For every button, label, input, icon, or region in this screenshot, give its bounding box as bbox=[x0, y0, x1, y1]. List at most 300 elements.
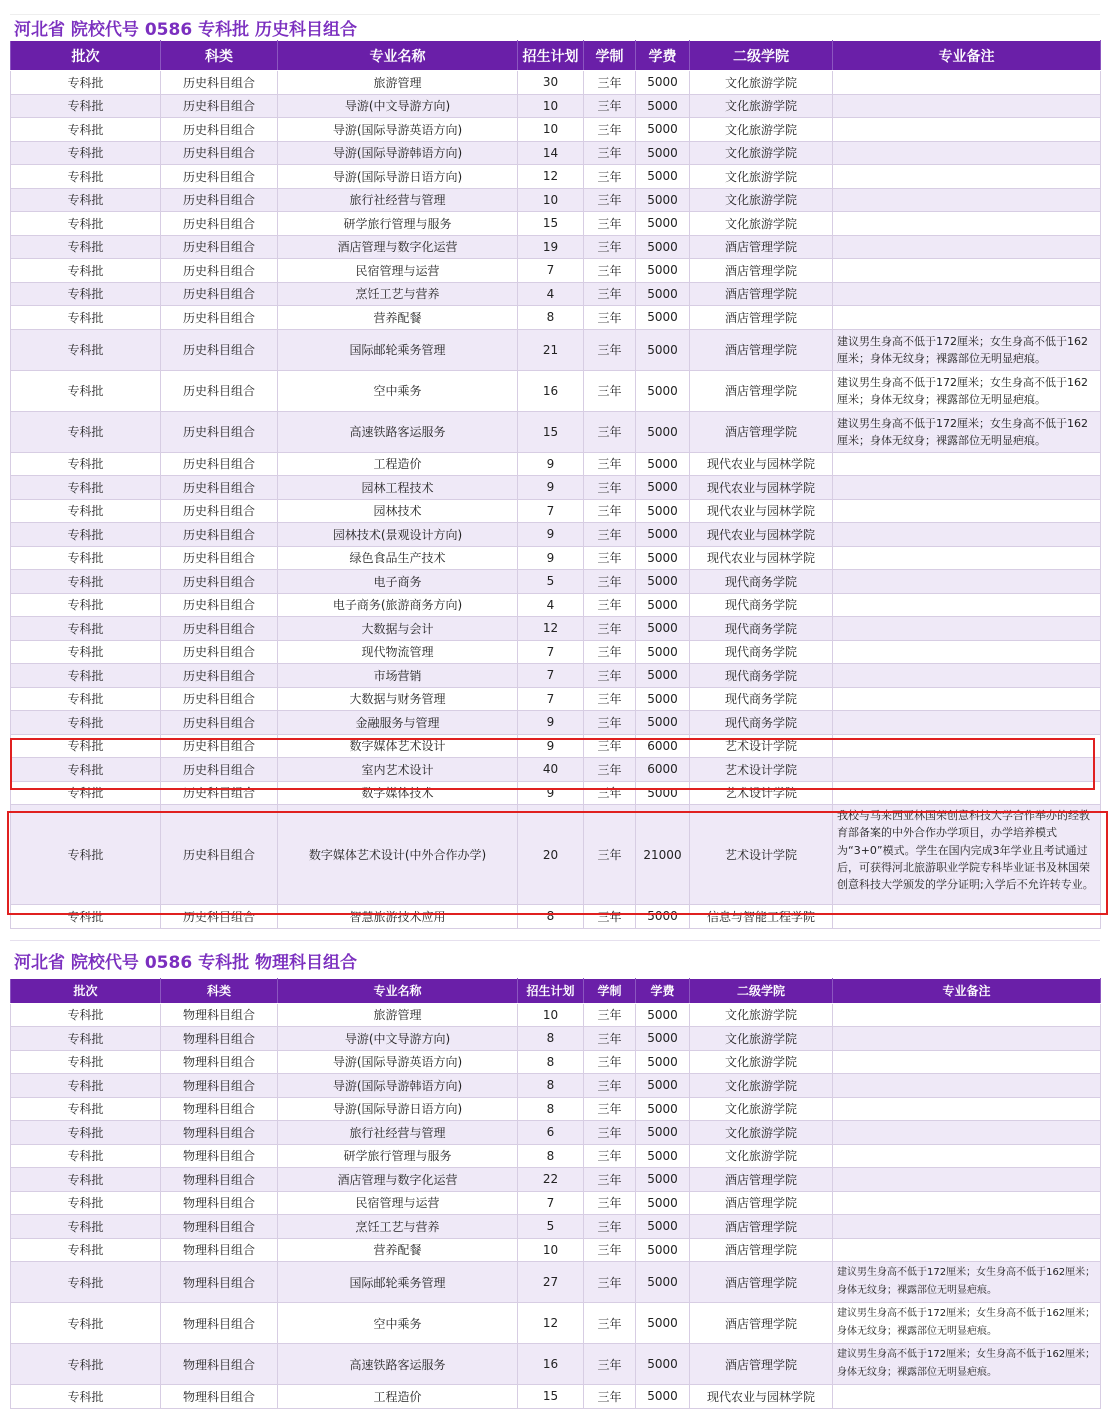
section-title-history: 河北省 院校代号 0586 专科批 历史科目组合 bbox=[14, 20, 357, 40]
table-header-row bbox=[11, 978, 1101, 1003]
cell-major: 数字媒体艺术设计(中外合作办学) bbox=[278, 805, 518, 905]
table-row bbox=[11, 1385, 1101, 1409]
cell-category: 历史科目组合 bbox=[161, 235, 278, 259]
cell-note bbox=[833, 306, 1101, 330]
cell-batch: 专科批 bbox=[11, 476, 161, 500]
cell-major: 室内艺术设计 bbox=[278, 758, 518, 782]
cell-major: 营养配餐 bbox=[278, 1238, 518, 1262]
cell-note bbox=[833, 1027, 1101, 1051]
cell-note bbox=[833, 94, 1101, 118]
table-row bbox=[11, 1003, 1101, 1027]
cell-batch: 专科批 bbox=[11, 212, 161, 236]
cell-duration: 三年 bbox=[584, 1238, 636, 1262]
table-row bbox=[11, 282, 1101, 306]
cell-college: 现代商务学院 bbox=[690, 617, 833, 641]
cell-plan: 9 bbox=[518, 452, 584, 476]
cell-note bbox=[833, 71, 1101, 95]
table-row bbox=[11, 411, 1101, 452]
cell-duration: 三年 bbox=[584, 329, 636, 370]
cell-tuition: 5000 bbox=[636, 1003, 690, 1027]
cell-category: 历史科目组合 bbox=[161, 476, 278, 500]
cell-category: 历史科目组合 bbox=[161, 411, 278, 452]
cell-duration: 三年 bbox=[584, 370, 636, 411]
cell-major: 金融服务与管理 bbox=[278, 711, 518, 735]
cell-batch: 专科批 bbox=[11, 664, 161, 688]
cell-category: 历史科目组合 bbox=[161, 71, 278, 95]
cell-plan: 7 bbox=[518, 259, 584, 283]
cell-major: 市场营销 bbox=[278, 664, 518, 688]
cell-plan: 15 bbox=[518, 1385, 584, 1409]
cell-category: 历史科目组合 bbox=[161, 664, 278, 688]
cell-batch: 专科批 bbox=[11, 523, 161, 547]
cell-category: 历史科目组合 bbox=[161, 370, 278, 411]
table-row bbox=[11, 758, 1101, 782]
table-row bbox=[11, 1344, 1101, 1385]
cell-major: 电子商务(旅游商务方向) bbox=[278, 593, 518, 617]
cell-plan: 16 bbox=[518, 1344, 584, 1385]
cell-college: 酒店管理学院 bbox=[690, 1238, 833, 1262]
cell-duration: 三年 bbox=[584, 1303, 636, 1344]
cell-major: 旅行社经营与管理 bbox=[278, 1121, 518, 1145]
cell-category: 历史科目组合 bbox=[161, 165, 278, 189]
cell-batch: 专科批 bbox=[11, 235, 161, 259]
cell-major: 国际邮轮乘务管理 bbox=[278, 1262, 518, 1303]
cell-major: 工程造价 bbox=[278, 1385, 518, 1409]
cell-major: 民宿管理与运营 bbox=[278, 1191, 518, 1215]
cell-batch: 专科批 bbox=[11, 711, 161, 735]
cell-college: 文化旅游学院 bbox=[690, 1097, 833, 1121]
table-row bbox=[11, 71, 1101, 95]
table-row bbox=[11, 370, 1101, 411]
cell-plan: 7 bbox=[518, 640, 584, 664]
table-row bbox=[11, 734, 1101, 758]
cell-note bbox=[833, 570, 1101, 594]
table-history bbox=[10, 40, 1101, 929]
table-row bbox=[11, 329, 1101, 370]
cell-plan: 8 bbox=[518, 1074, 584, 1098]
cell-major: 工程造价 bbox=[278, 452, 518, 476]
cell-college: 酒店管理学院 bbox=[690, 1168, 833, 1192]
cell-plan: 21 bbox=[518, 329, 584, 370]
cell-category: 历史科目组合 bbox=[161, 499, 278, 523]
cell-note: 建议男生身高不低于172厘米；女生身高不低于162厘米；身体无纹身；裸露部位无明显疤痕。 bbox=[833, 411, 1101, 452]
cell-plan: 8 bbox=[518, 1097, 584, 1121]
column-header: 二级学院 bbox=[690, 41, 833, 71]
cell-tuition: 5000 bbox=[636, 118, 690, 142]
cell-batch: 专科批 bbox=[11, 71, 161, 95]
cell-duration: 三年 bbox=[584, 664, 636, 688]
cell-tuition: 5000 bbox=[636, 1050, 690, 1074]
cell-batch: 专科批 bbox=[11, 1191, 161, 1215]
cell-note bbox=[833, 212, 1101, 236]
table-row bbox=[11, 94, 1101, 118]
cell-plan: 10 bbox=[518, 118, 584, 142]
cell-duration: 三年 bbox=[584, 1144, 636, 1168]
cell-college: 现代农业与园林学院 bbox=[690, 523, 833, 547]
column-header: 专业备注 bbox=[833, 978, 1101, 1003]
cell-note bbox=[833, 1074, 1101, 1098]
cell-plan: 12 bbox=[518, 1303, 584, 1344]
cell-major: 国际邮轮乘务管理 bbox=[278, 329, 518, 370]
cell-major: 导游(国际导游日语方向) bbox=[278, 1097, 518, 1121]
table-row bbox=[11, 476, 1101, 500]
cell-duration: 三年 bbox=[584, 1121, 636, 1145]
cell-tuition: 5000 bbox=[636, 570, 690, 594]
cell-note bbox=[833, 282, 1101, 306]
table-row bbox=[11, 1303, 1101, 1344]
column-header: 专业备注 bbox=[833, 41, 1101, 71]
cell-batch: 专科批 bbox=[11, 306, 161, 330]
cell-tuition: 5000 bbox=[636, 329, 690, 370]
cell-category: 物理科目组合 bbox=[161, 1003, 278, 1027]
cell-major: 高速铁路客运服务 bbox=[278, 411, 518, 452]
table-row bbox=[11, 593, 1101, 617]
table-row bbox=[11, 1168, 1101, 1192]
cell-college: 文化旅游学院 bbox=[690, 71, 833, 95]
cell-batch: 专科批 bbox=[11, 1303, 161, 1344]
cell-batch: 专科批 bbox=[11, 570, 161, 594]
cell-duration: 三年 bbox=[584, 476, 636, 500]
cell-note bbox=[833, 141, 1101, 165]
cell-plan: 15 bbox=[518, 411, 584, 452]
table-row bbox=[11, 1027, 1101, 1051]
cell-major: 烹饪工艺与营养 bbox=[278, 1215, 518, 1239]
cell-plan: 5 bbox=[518, 570, 584, 594]
cell-category: 物理科目组合 bbox=[161, 1262, 278, 1303]
table-row bbox=[11, 499, 1101, 523]
cell-tuition: 5000 bbox=[636, 711, 690, 735]
cell-batch: 专科批 bbox=[11, 1215, 161, 1239]
cell-tuition: 5000 bbox=[636, 1303, 690, 1344]
cell-batch: 专科批 bbox=[11, 165, 161, 189]
cell-note: 建议男生身高不低于172厘米；女生身高不低于162厘米；身体无纹身；裸露部位无明显疤痕。 bbox=[833, 1344, 1101, 1385]
cell-college: 文化旅游学院 bbox=[690, 1121, 833, 1145]
cell-batch: 专科批 bbox=[11, 282, 161, 306]
cell-college: 现代农业与园林学院 bbox=[690, 476, 833, 500]
cell-note bbox=[833, 593, 1101, 617]
cell-category: 物理科目组合 bbox=[161, 1344, 278, 1385]
cell-college: 文化旅游学院 bbox=[690, 141, 833, 165]
cell-category: 历史科目组合 bbox=[161, 212, 278, 236]
section-spacer bbox=[10, 929, 1100, 941]
cell-note bbox=[833, 452, 1101, 476]
cell-batch: 专科批 bbox=[11, 1262, 161, 1303]
cell-duration: 三年 bbox=[584, 617, 636, 641]
cell-batch: 专科批 bbox=[11, 370, 161, 411]
table-row bbox=[11, 546, 1101, 570]
cell-note: 我校与马来西亚林国荣创意科技大学合作举办的经教育部备案的中外合作办学项目，办学培养模式为“3+0”模式。学生在国内完成3年学业且考试通过后，可获得河北旅游职业学院专科毕业证书及林国荣创意科技大学颁发的学分证明;入学后不允许转专业。 bbox=[833, 805, 1101, 905]
cell-batch: 专科批 bbox=[11, 1344, 161, 1385]
cell-note bbox=[833, 188, 1101, 212]
cell-major: 数字媒体技术 bbox=[278, 781, 518, 805]
cell-category: 物理科目组合 bbox=[161, 1050, 278, 1074]
column-header: 科类 bbox=[161, 41, 278, 71]
cell-college: 现代商务学院 bbox=[690, 640, 833, 664]
cell-plan: 6 bbox=[518, 1121, 584, 1145]
cell-plan: 7 bbox=[518, 664, 584, 688]
cell-major: 高速铁路客运服务 bbox=[278, 1344, 518, 1385]
cell-note bbox=[833, 664, 1101, 688]
cell-batch: 专科批 bbox=[11, 1050, 161, 1074]
cell-tuition: 5000 bbox=[636, 1121, 690, 1145]
cell-note bbox=[833, 711, 1101, 735]
cell-plan: 12 bbox=[518, 165, 584, 189]
cell-batch: 专科批 bbox=[11, 1027, 161, 1051]
cell-note bbox=[833, 165, 1101, 189]
cell-tuition: 5000 bbox=[636, 617, 690, 641]
cell-duration: 三年 bbox=[584, 711, 636, 735]
cell-tuition: 5000 bbox=[636, 411, 690, 452]
cell-plan: 7 bbox=[518, 499, 584, 523]
cell-plan: 4 bbox=[518, 282, 584, 306]
cell-note bbox=[833, 259, 1101, 283]
table-row bbox=[11, 1097, 1101, 1121]
cell-major: 智慧旅游技术应用 bbox=[278, 905, 518, 929]
cell-major: 酒店管理与数字化运营 bbox=[278, 235, 518, 259]
cell-category: 历史科目组合 bbox=[161, 188, 278, 212]
cell-batch: 专科批 bbox=[11, 1074, 161, 1098]
cell-note bbox=[833, 1144, 1101, 1168]
cell-plan: 9 bbox=[518, 711, 584, 735]
cell-plan: 30 bbox=[518, 71, 584, 95]
cell-category: 历史科目组合 bbox=[161, 546, 278, 570]
cell-batch: 专科批 bbox=[11, 1385, 161, 1409]
cell-batch: 专科批 bbox=[11, 1097, 161, 1121]
cell-duration: 三年 bbox=[584, 259, 636, 283]
cell-duration: 三年 bbox=[584, 1050, 636, 1074]
cell-tuition: 5000 bbox=[636, 1262, 690, 1303]
cell-college: 文化旅游学院 bbox=[690, 1050, 833, 1074]
cell-category: 历史科目组合 bbox=[161, 711, 278, 735]
cell-major: 酒店管理与数字化运营 bbox=[278, 1168, 518, 1192]
cell-note bbox=[833, 499, 1101, 523]
cell-category: 历史科目组合 bbox=[161, 306, 278, 330]
table-row bbox=[11, 1074, 1101, 1098]
cell-category: 历史科目组合 bbox=[161, 452, 278, 476]
cell-college: 现代农业与园林学院 bbox=[690, 546, 833, 570]
cell-plan: 9 bbox=[518, 734, 584, 758]
cell-duration: 三年 bbox=[584, 593, 636, 617]
cell-plan: 8 bbox=[518, 1050, 584, 1074]
cell-major: 导游(国际导游韩语方向) bbox=[278, 141, 518, 165]
cell-category: 历史科目组合 bbox=[161, 781, 278, 805]
cell-batch: 专科批 bbox=[11, 499, 161, 523]
cell-note bbox=[833, 1191, 1101, 1215]
cell-major: 研学旅行管理与服务 bbox=[278, 212, 518, 236]
page bbox=[10, 0, 1100, 1409]
table-row bbox=[11, 188, 1101, 212]
cell-category: 物理科目组合 bbox=[161, 1191, 278, 1215]
cell-tuition: 5000 bbox=[636, 687, 690, 711]
cell-duration: 三年 bbox=[584, 1097, 636, 1121]
cell-category: 物理科目组合 bbox=[161, 1303, 278, 1344]
column-header: 学制 bbox=[584, 41, 636, 71]
cell-college: 酒店管理学院 bbox=[690, 370, 833, 411]
cell-duration: 三年 bbox=[584, 687, 636, 711]
cell-college: 现代商务学院 bbox=[690, 687, 833, 711]
cell-tuition: 21000 bbox=[636, 805, 690, 905]
cell-duration: 三年 bbox=[584, 640, 636, 664]
cell-category: 历史科目组合 bbox=[161, 523, 278, 547]
cell-note bbox=[833, 905, 1101, 929]
cell-tuition: 5000 bbox=[636, 306, 690, 330]
cell-tuition: 5000 bbox=[636, 370, 690, 411]
cell-batch: 专科批 bbox=[11, 141, 161, 165]
table-row bbox=[11, 617, 1101, 641]
cell-duration: 三年 bbox=[584, 188, 636, 212]
table-row bbox=[11, 805, 1101, 905]
cell-note: 建议男生身高不低于172厘米；女生身高不低于162厘米；身体无纹身；裸露部位无明显疤痕。 bbox=[833, 329, 1101, 370]
column-header: 招生计划 bbox=[518, 41, 584, 71]
cell-batch: 专科批 bbox=[11, 805, 161, 905]
cell-category: 物理科目组合 bbox=[161, 1385, 278, 1409]
cell-college: 文化旅游学院 bbox=[690, 94, 833, 118]
cell-major: 导游(国际导游英语方向) bbox=[278, 1050, 518, 1074]
cell-plan: 15 bbox=[518, 212, 584, 236]
cell-note bbox=[833, 1385, 1101, 1409]
table-row bbox=[11, 687, 1101, 711]
cell-tuition: 5000 bbox=[636, 1238, 690, 1262]
cell-note bbox=[833, 1215, 1101, 1239]
cell-duration: 三年 bbox=[584, 1003, 636, 1027]
cell-duration: 三年 bbox=[584, 1215, 636, 1239]
cell-college: 艺术设计学院 bbox=[690, 781, 833, 805]
cell-college: 酒店管理学院 bbox=[690, 1303, 833, 1344]
cell-duration: 三年 bbox=[584, 118, 636, 142]
table-row bbox=[11, 1050, 1101, 1074]
cell-tuition: 5000 bbox=[636, 781, 690, 805]
column-header: 学制 bbox=[584, 978, 636, 1003]
table-row bbox=[11, 1144, 1101, 1168]
cell-note bbox=[833, 1121, 1101, 1145]
cell-plan: 8 bbox=[518, 905, 584, 929]
cell-college: 现代农业与园林学院 bbox=[690, 1385, 833, 1409]
cell-note bbox=[833, 734, 1101, 758]
cell-category: 历史科目组合 bbox=[161, 94, 278, 118]
cell-note bbox=[833, 546, 1101, 570]
cell-note bbox=[833, 758, 1101, 782]
cell-major: 烹饪工艺与营养 bbox=[278, 282, 518, 306]
cell-college: 酒店管理学院 bbox=[690, 1215, 833, 1239]
cell-major: 导游(国际导游英语方向) bbox=[278, 118, 518, 142]
cell-college: 信息与智能工程学院 bbox=[690, 905, 833, 929]
cell-tuition: 5000 bbox=[636, 71, 690, 95]
column-header: 招生计划 bbox=[518, 978, 584, 1003]
cell-tuition: 5000 bbox=[636, 212, 690, 236]
cell-batch: 专科批 bbox=[11, 259, 161, 283]
cell-college: 艺术设计学院 bbox=[690, 758, 833, 782]
table-row bbox=[11, 452, 1101, 476]
cell-tuition: 5000 bbox=[636, 1144, 690, 1168]
cell-duration: 三年 bbox=[584, 1191, 636, 1215]
cell-major: 数字媒体艺术设计 bbox=[278, 734, 518, 758]
column-header: 科类 bbox=[161, 978, 278, 1003]
cell-category: 历史科目组合 bbox=[161, 593, 278, 617]
cell-duration: 三年 bbox=[584, 1344, 636, 1385]
cell-college: 文化旅游学院 bbox=[690, 212, 833, 236]
cell-plan: 9 bbox=[518, 476, 584, 500]
table-row bbox=[11, 259, 1101, 283]
cell-major: 大数据与财务管理 bbox=[278, 687, 518, 711]
cell-plan: 19 bbox=[518, 235, 584, 259]
cell-major: 园林技术(景观设计方向) bbox=[278, 523, 518, 547]
cell-duration: 三年 bbox=[584, 94, 636, 118]
cell-major: 大数据与会计 bbox=[278, 617, 518, 641]
cell-tuition: 5000 bbox=[636, 1168, 690, 1192]
table-row bbox=[11, 1262, 1101, 1303]
cell-tuition: 5000 bbox=[636, 259, 690, 283]
cell-plan: 7 bbox=[518, 1191, 584, 1215]
cell-tuition: 5000 bbox=[636, 1074, 690, 1098]
cell-batch: 专科批 bbox=[11, 905, 161, 929]
column-header: 专业名称 bbox=[278, 978, 518, 1003]
cell-batch: 专科批 bbox=[11, 452, 161, 476]
cell-tuition: 6000 bbox=[636, 734, 690, 758]
cell-major: 导游(中文导游方向) bbox=[278, 94, 518, 118]
cell-duration: 三年 bbox=[584, 1385, 636, 1409]
cell-duration: 三年 bbox=[584, 805, 636, 905]
cell-plan: 10 bbox=[518, 1238, 584, 1262]
cell-duration: 三年 bbox=[584, 452, 636, 476]
cell-duration: 三年 bbox=[584, 758, 636, 782]
cell-category: 历史科目组合 bbox=[161, 805, 278, 905]
cell-major: 旅游管理 bbox=[278, 71, 518, 95]
table-header-row bbox=[11, 41, 1101, 71]
cell-college: 现代农业与园林学院 bbox=[690, 499, 833, 523]
cell-category: 物理科目组合 bbox=[161, 1168, 278, 1192]
cell-batch: 专科批 bbox=[11, 687, 161, 711]
table-row bbox=[11, 212, 1101, 236]
cell-major: 旅游管理 bbox=[278, 1003, 518, 1027]
cell-batch: 专科批 bbox=[11, 94, 161, 118]
cell-plan: 7 bbox=[518, 687, 584, 711]
cell-duration: 三年 bbox=[584, 499, 636, 523]
cell-category: 历史科目组合 bbox=[161, 734, 278, 758]
cell-duration: 三年 bbox=[584, 1262, 636, 1303]
cell-note: 建议男生身高不低于172厘米；女生身高不低于162厘米；身体无纹身；裸露部位无明显疤痕。 bbox=[833, 1303, 1101, 1344]
cell-batch: 专科批 bbox=[11, 734, 161, 758]
cell-tuition: 5000 bbox=[636, 1191, 690, 1215]
cell-plan: 5 bbox=[518, 1215, 584, 1239]
cell-category: 历史科目组合 bbox=[161, 687, 278, 711]
cell-college: 文化旅游学院 bbox=[690, 1003, 833, 1027]
cell-batch: 专科批 bbox=[11, 1003, 161, 1027]
table-physics bbox=[10, 978, 1101, 1409]
cell-tuition: 5000 bbox=[636, 546, 690, 570]
table-row bbox=[11, 1191, 1101, 1215]
cell-category: 历史科目组合 bbox=[161, 758, 278, 782]
cell-plan: 8 bbox=[518, 306, 584, 330]
section-title-physics: 河北省 院校代号 0586 专科批 物理科目组合 bbox=[14, 952, 357, 973]
cell-tuition: 5000 bbox=[636, 141, 690, 165]
cell-major: 电子商务 bbox=[278, 570, 518, 594]
cell-note bbox=[833, 640, 1101, 664]
cell-duration: 三年 bbox=[584, 781, 636, 805]
cell-duration: 三年 bbox=[584, 1074, 636, 1098]
cell-batch: 专科批 bbox=[11, 593, 161, 617]
cell-major: 园林技术 bbox=[278, 499, 518, 523]
table-row bbox=[11, 235, 1101, 259]
table-row bbox=[11, 570, 1101, 594]
cell-tuition: 5000 bbox=[636, 499, 690, 523]
cell-batch: 专科批 bbox=[11, 758, 161, 782]
cell-tuition: 5000 bbox=[636, 235, 690, 259]
cell-note bbox=[833, 523, 1101, 547]
cell-duration: 三年 bbox=[584, 235, 636, 259]
cell-duration: 三年 bbox=[584, 523, 636, 547]
cell-tuition: 5000 bbox=[636, 452, 690, 476]
cell-note: 建议男生身高不低于172厘米；女生身高不低于162厘米；身体无纹身；裸露部位无明显疤痕。 bbox=[833, 370, 1101, 411]
